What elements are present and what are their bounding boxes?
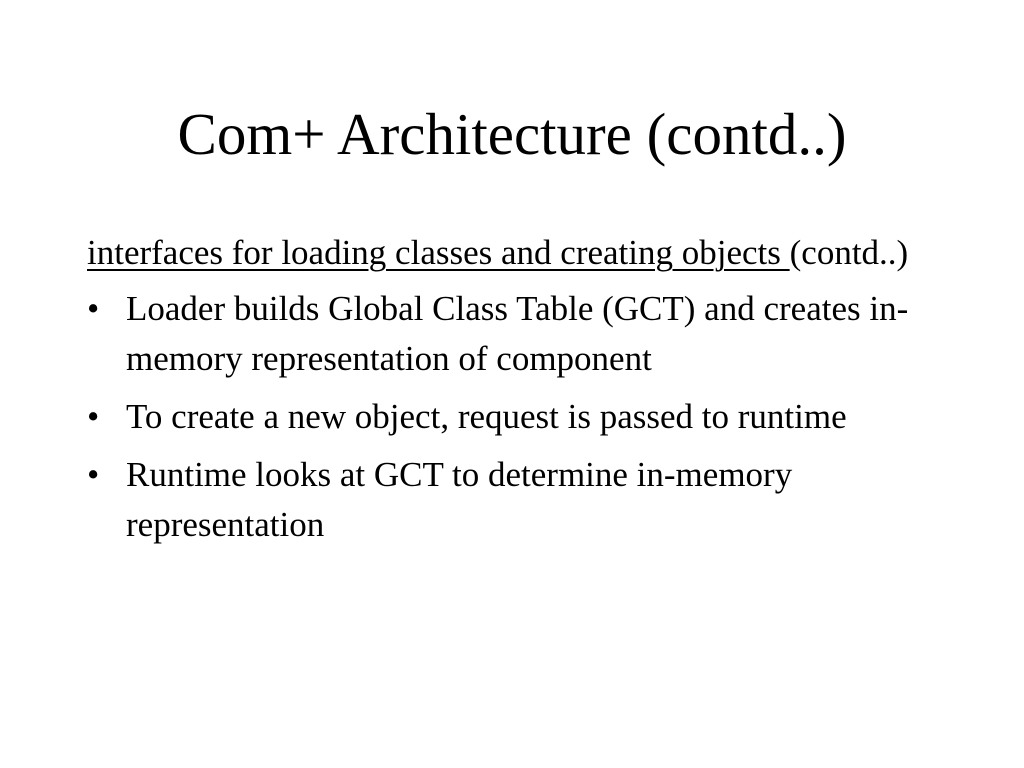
bullet-text: Runtime looks at GCT to determine in-memory representation bbox=[126, 455, 793, 544]
bullet-marker: • bbox=[87, 289, 100, 328]
intro-paragraph bbox=[87, 228, 937, 278]
bullet-marker: • bbox=[87, 397, 100, 436]
bullet-item bbox=[87, 450, 937, 550]
bullet-marker: • bbox=[87, 455, 100, 494]
intro-underlined-text: interfaces for loading classes and creating objects bbox=[87, 233, 790, 272]
bullet-text: Loader builds Global Class Table (GCT) and creates in-memory representation of component bbox=[126, 289, 909, 378]
intro-suffix-text: (contd..) bbox=[789, 233, 909, 272]
bullet-text: To create a new object, request is passed to runtime bbox=[126, 397, 847, 436]
bullet-item bbox=[87, 392, 937, 442]
bullet-item bbox=[87, 284, 937, 384]
slide-body bbox=[87, 228, 937, 558]
slide-title: Com+ Architecture (contd..) bbox=[177, 101, 847, 167]
